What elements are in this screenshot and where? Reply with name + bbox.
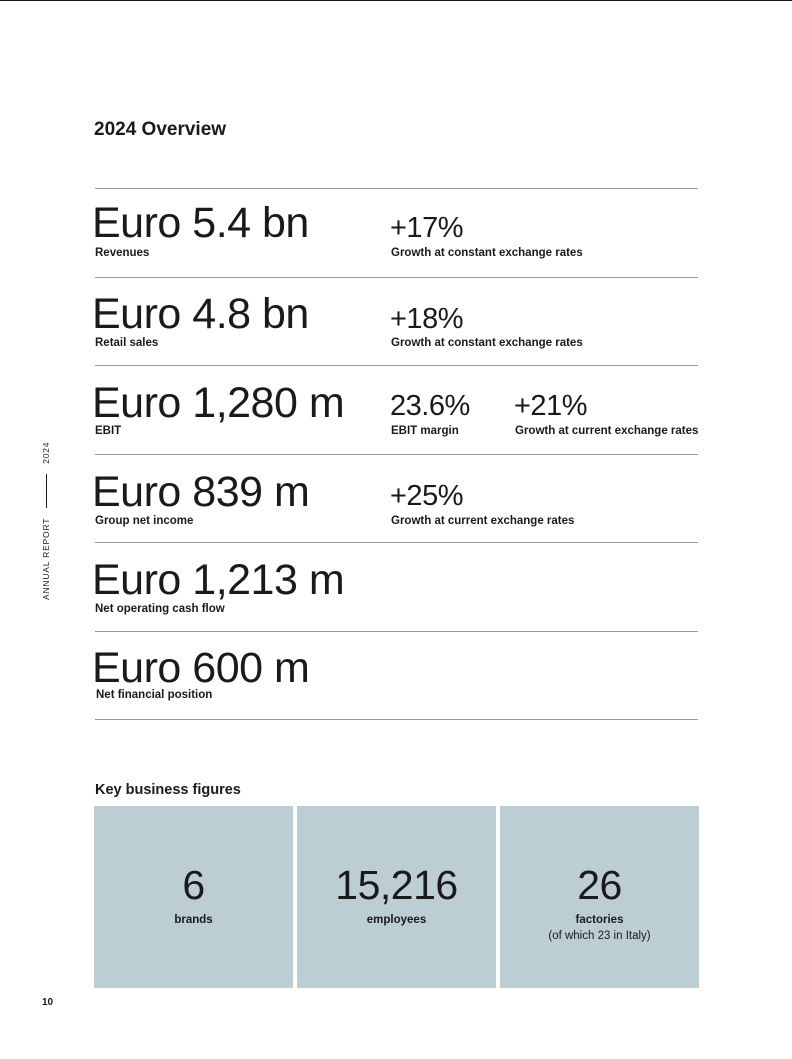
key-figure-label: employees [366,914,427,926]
key-figure-label: factories [575,914,624,926]
metric-label: Revenues [95,247,150,259]
metric-value: Euro 839 m [92,468,310,516]
metric-value: Euro 5.4 bn [92,199,309,247]
key-figure-label: brands [174,914,213,926]
growth-label: Growth at constant exchange rates [391,337,583,349]
metric-label: Net financial position [96,689,213,701]
key-figure-brands [94,806,293,988]
side-label-year: 2024 [41,441,51,464]
growth-label: Growth at current exchange rates [515,425,699,437]
margin-label: EBIT margin [391,425,459,437]
key-figure-number: 6 [182,862,205,908]
row-divider [95,542,698,543]
row-divider [95,454,698,455]
page-number: 10 [42,997,54,1008]
metric-value: Euro 4.8 bn [92,290,309,338]
metric-value: Euro 600 m [92,644,310,692]
side-label-divider [46,474,47,508]
row-divider [95,188,698,189]
metric-label: Group net income [95,515,194,527]
top-rule [0,0,792,1]
key-figure-sublabel: (of which 23 in Italy) [548,930,651,942]
growth-value: +17% [390,212,463,244]
metric-label: Retail sales [95,337,159,349]
side-label [41,442,51,600]
page-title: 2024 Overview [94,119,227,140]
metric-value: Euro 1,213 m [92,556,345,604]
growth-value: +18% [390,303,463,335]
metric-label: EBIT [95,425,122,437]
growth-value: +21% [514,390,587,422]
row-divider [95,365,698,366]
growth-label: Growth at current exchange rates [391,515,575,527]
row-divider [95,277,698,278]
margin-value: 23.6% [390,390,470,422]
row-divider [95,719,698,720]
metric-value: Euro 1,280 m [92,379,345,427]
key-figure-factories [500,806,699,988]
side-label-text: ANNUAL REPORT [41,517,51,600]
key-figure-employees [297,806,496,988]
key-figure-number: 26 [577,862,622,908]
row-divider [95,631,698,632]
metric-label: Net operating cash flow [95,603,225,615]
growth-label: Growth at constant exchange rates [391,247,583,259]
growth-value: +25% [390,480,463,512]
key-figure-number: 15,216 [335,862,458,908]
key-figures-title: Key business figures [95,782,241,798]
